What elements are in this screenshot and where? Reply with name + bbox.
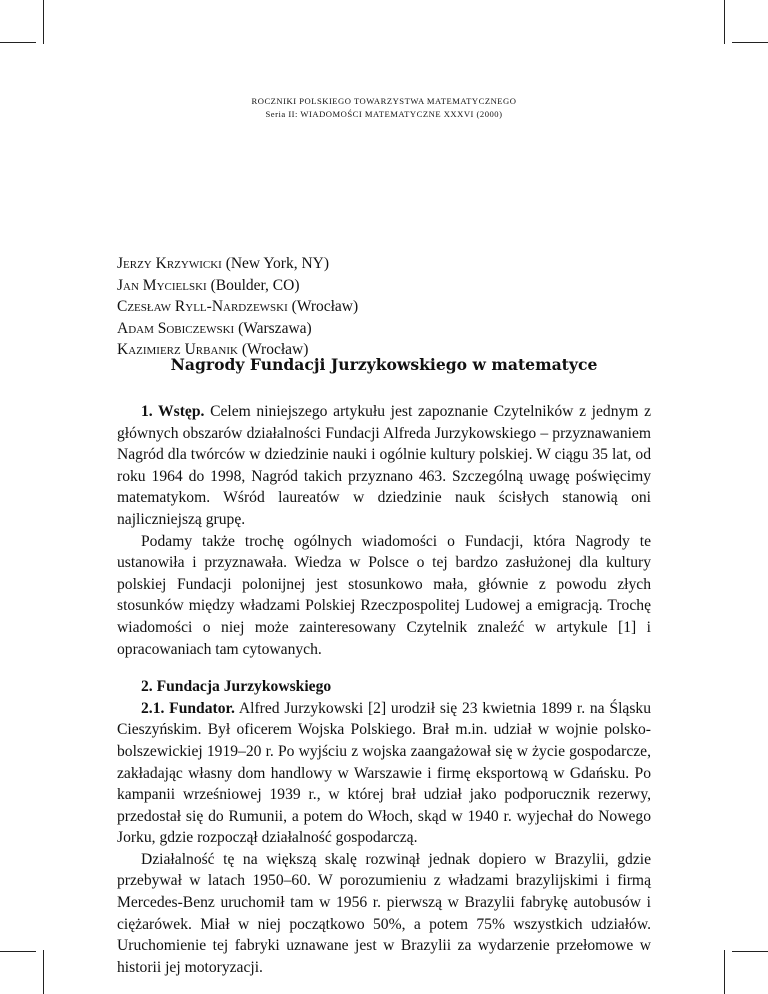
author-line — [117, 253, 358, 275]
paragraph: Działalność tę na większą skalę rozwinął jednak dopiero w Brazylii, gdzie przebywał w latach 1950–60. W porozumieniu z władzami brazylijskimi i firmą Mercedes-Benz uruchomił tam w 1956 r. pierwszą w Brazylii fabrykę autobusów i ciężarówek. Miał w niej początkowo 50%, a potem 75% wszystkich udziałów. Uruchomienie tej fabryki uznawane jest w Brazylii za wydarzenie przełomowe w historii jej motoryzacji. — [117, 850, 651, 976]
paragraph — [117, 401, 651, 531]
crop-mark — [724, 0, 725, 44]
author-name: Czesław Ryll-Nardzewski — [117, 298, 288, 315]
paragraph-text: Alfred Jurzykowski [2] urodził się 23 kwietnia 1899 r. na Śląsku Cieszyńskim. Był oficerem Wojska Polskiego. Brał m.in. udział w wojnie polsko-bolszewickiej 1919–20 r. Po wyjściu z wojska zaangażował się w życie gospodarcze, zakładając własny dom handlowy w Warszawie i firmę eksportową w Gdańsku. Po kampanii wrześniowej 1939 r., w której brał udział jako podporucznik rezerwy, przedostał się do Rumunii, a potem do Włoch, skąd w 1940 r. wyjechał do Nowego Jorku, gdzie rozpoczął działalność gospodarczą. — [117, 699, 651, 847]
section-heading: 2. Fundacja Jurzykowskiego — [141, 678, 332, 696]
author-affiliation: (Wrocław) — [291, 298, 359, 315]
author-affiliation: (Warszawa) — [238, 319, 312, 337]
paragraph: Podamy także trochę ogólnych wiadomości o Fundacji, która Nagrody te ustanowiła i przyznawała. Wiedza w Polsce o tej bardzo zasłużonej dla kultury polskiej Fundacji polonijnej jest stosunkowo mała, głównie z powodu złych stosunków między władzami Polskiej Rzeczpospolitej Ludowej a emigracją. Trochę wiadomości o niej może zainteresowany Czytelnik znaleźć w artykule [1] i opracowaniach tam cytowanych. — [117, 532, 651, 658]
author-line — [117, 318, 358, 340]
author-list — [117, 253, 358, 361]
crop-mark — [43, 0, 44, 44]
crop-mark — [43, 950, 44, 994]
journal-series: Seria II: WIADOMOŚCI MATEMATYCZNE XXXVI (2000) — [265, 109, 503, 119]
article-title: Nagrody Fundacji Jurzykowskiego w matematyce — [170, 355, 598, 374]
author-affiliation: (Wrocław) — [241, 341, 309, 358]
author-name: Adam Sobiczewski — [117, 319, 235, 337]
crop-mark — [732, 42, 768, 43]
crop-mark — [0, 42, 36, 43]
section-heading-line — [117, 676, 651, 698]
author-affiliation: (New York, NY) — [225, 255, 330, 272]
author-line — [117, 275, 358, 297]
crop-mark — [732, 951, 768, 952]
section-heading: 1. Wstęp. — [141, 403, 205, 420]
author-name: Jan Mycielski — [117, 276, 207, 294]
paragraph — [117, 698, 651, 849]
subsection-heading: 2.1. Fundator. — [141, 699, 235, 717]
paragraph-text: Celem niniejszego artykułu jest zapoznanie Czytelników z jednym z głównych obszarów działalności Fundacji Alfreda Jurzykowskiego – przyznawaniem Nagród dla twórców w dziedzinie nauki i ogólnie kultury polskiej. W ciągu 35 lat, od roku 1964 do 1998, Nagród takich przyznano 463. Szczególną uwagę poświęcimy matematykom. Wśród laureatów w dziedzinie nauk ścisłych stanowią oni najliczniejszą grupę. — [117, 403, 651, 528]
author-affiliation: (Boulder, CO) — [210, 276, 300, 294]
crop-mark — [724, 950, 725, 994]
journal-name: ROCZNIKI POLSKIEGO TOWARZYSTWA MATEMATYCZNEGO — [251, 96, 517, 106]
journal-header — [0, 95, 768, 121]
article-body — [117, 401, 651, 978]
author-name: Kazimierz Urbanik — [117, 341, 238, 358]
crop-mark — [0, 951, 36, 952]
author-name: Jerzy Krzywicki — [117, 255, 222, 272]
author-line — [117, 296, 358, 318]
